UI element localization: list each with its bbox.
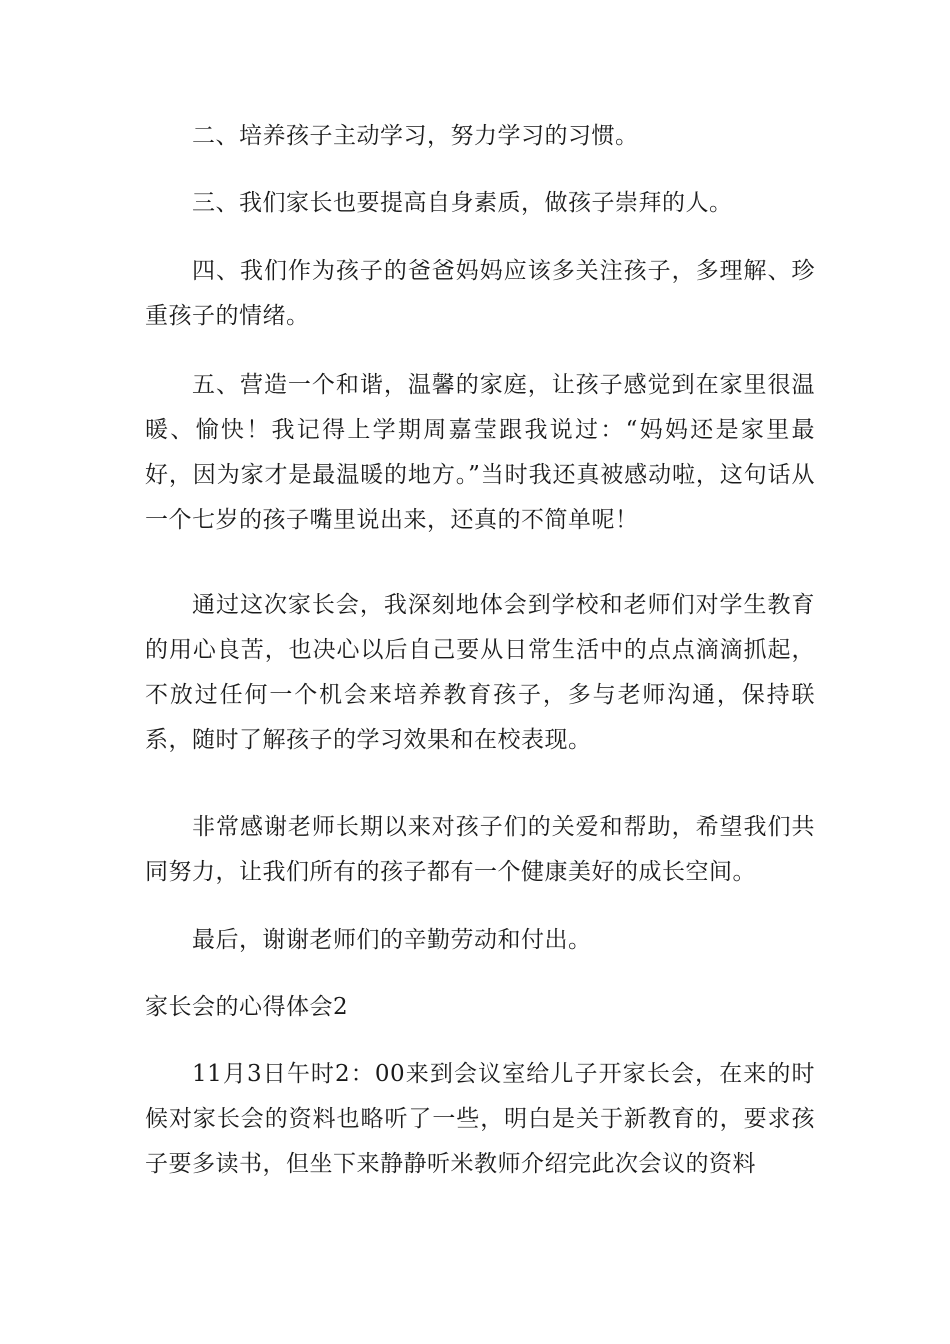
paragraph-item-2: 二、培养孩子主动学习，努力学习的习惯。 bbox=[192, 123, 639, 149]
paragraph-item-5: 五、营造一个和谐，温馨的家庭，让孩子感觉到在家里很温暖、愉快！我记得上学期周嘉莹跟我说过：“妈妈还是家里最好，因为家才是最温暖的地方。”当时我还真被感动啦，这句话从一个七岁的孩子嘴里说出来，还真的不简单呢！ bbox=[145, 372, 815, 533]
paragraph-closing: 最后，谢谢老师们的辛勤劳动和付出。 bbox=[192, 927, 592, 953]
paragraph-item-3: 三、我们家长也要提高自身素质，做孩子崇拜的人。 bbox=[192, 190, 733, 216]
section-paragraph: 11月3日午时2：00来到会议室给儿子开家长会，在来的时候对家长会的资料也略听了一些，明白是关于新教育的，要求孩子要多读书，但坐下来静静听米教师介绍完此次会议的资料 bbox=[145, 1061, 815, 1177]
paragraph-item-4: 四、我们作为孩子的爸爸妈妈应该多关注孩子，多理解、珍重孩子的情绪。 bbox=[145, 258, 815, 329]
section-heading: 家长会的心得体会2 bbox=[145, 994, 349, 1020]
paragraph-reflection: 通过这次家长会，我深刻地体会到学校和老师们对学生教育的用心良苦，也决心以后自己要从日常生活中的点点滴滴抓起，不放过任何一个机会来培养教育孩子，多与老师沟通，保持联系，随时了解孩子的学习效果和在校表现。 bbox=[145, 592, 815, 753]
paragraph-thanks: 非常感谢老师长期以来对孩子们的关爱和帮助，希望我们共同努力，让我们所有的孩子都有一个健康美好的成长空间。 bbox=[145, 814, 815, 885]
